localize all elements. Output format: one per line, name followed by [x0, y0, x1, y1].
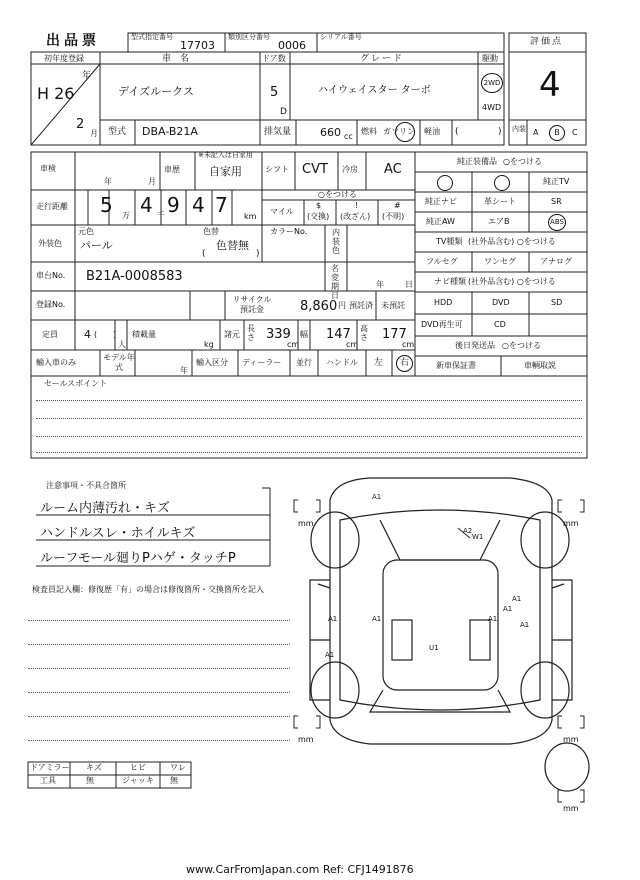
ac-label: 冷房 — [342, 165, 358, 174]
damage-mark-4: A1 — [328, 615, 338, 623]
damage-mark-9: A1 — [520, 621, 530, 629]
tv-title: TV種類 — [436, 237, 463, 246]
doors-suffix: D — [280, 107, 287, 117]
equip-aw: 純正AW — [426, 217, 455, 226]
mileage-digit-2: 4 — [140, 193, 153, 217]
width-value: 147 — [326, 327, 351, 342]
model-year-unit: 年 — [180, 366, 188, 375]
car-name-value: デイズルークス — [118, 85, 195, 98]
equip-sr: SR — [551, 197, 562, 206]
first-reg-month: 2 — [76, 117, 85, 132]
car-diagram — [310, 478, 589, 791]
height-label: 高さ — [360, 324, 368, 342]
interior-a: A — [533, 128, 539, 137]
model-value: DBA-B21A — [142, 125, 198, 138]
sales-label: セールスポイント — [44, 379, 108, 388]
grade-value: ハイウェイスター ターボ — [318, 85, 431, 96]
later-warranty: 新車保証書 — [436, 361, 476, 370]
navi-note: (社外品含む) ○をつける — [468, 277, 556, 286]
name-change-day: 日 — [405, 280, 413, 289]
equip-audio-circle — [437, 175, 453, 191]
navi-hdd: HDD — [434, 298, 453, 307]
shaken-month: 月 — [148, 177, 156, 186]
mileage-digit-5: 7 — [215, 193, 228, 217]
capacity-unit: 人 — [118, 340, 126, 349]
mileage-sen: 千 — [157, 211, 165, 220]
damage-mark-3: W1 — [472, 533, 484, 541]
fuel-label: 燃料 — [361, 127, 377, 136]
tv-one: ワンセグ — [484, 257, 516, 266]
model-label: 型式 — [108, 127, 127, 137]
equip-abs: ABS — [548, 214, 566, 231]
parallel-label: 並行 — [296, 358, 312, 367]
shaken-label: 車検 — [40, 164, 56, 173]
displacement-value: 660 — [320, 126, 341, 139]
equip-navi: 純正ナビ — [425, 197, 457, 206]
legend-scratch: キズ — [86, 763, 102, 772]
navi-sd: SD — [551, 298, 563, 307]
interior-c: C — [572, 128, 578, 137]
damage-mark-5: A1 — [372, 615, 382, 623]
doors-label: ドア数 — [262, 54, 286, 63]
model-year-label: モデル年式 — [103, 353, 135, 372]
doors-value: 5 — [270, 85, 279, 100]
length-label: 長さ — [247, 324, 255, 342]
score-value: 4 — [539, 65, 561, 105]
swap-sub: (交換) — [307, 212, 330, 221]
steering-left: 左 — [374, 358, 384, 368]
chassis-value: B21A-0008583 — [86, 269, 183, 284]
type-cert-label: 型式指定番号 — [131, 33, 173, 41]
equip-title: 純正装備品 — [457, 157, 497, 166]
mileage-digit-1: 5 — [100, 193, 113, 217]
reg-label: 登録No. — [36, 300, 66, 309]
damage-mark-8: A1 — [488, 615, 498, 623]
serial-label: シリアル番号 — [320, 33, 362, 41]
legend-tool-value: 無 — [86, 776, 94, 785]
drive-4wd: 4WD — [482, 103, 502, 112]
recycle-deposit: 預託済 — [349, 301, 373, 310]
interior-color-label: 内装色 — [332, 228, 340, 255]
later-manual: 車輌取説 — [524, 361, 556, 370]
equip-airbag: エアB — [488, 217, 510, 226]
form-title: 出品票 — [46, 33, 100, 49]
year-unit: 年 — [82, 71, 92, 81]
tamper-label: ! — [355, 201, 359, 210]
fuel-circle-mark — [395, 122, 415, 142]
mm-rear-right: mm — [563, 735, 579, 744]
first-reg-label: 初年度登録 — [44, 54, 84, 63]
equip-leather: 革シート — [484, 197, 516, 206]
score-label: 評価点 — [530, 37, 564, 47]
footer-watermark: www.CarFromJapan.com Ref: CFJ1491876 — [186, 863, 414, 876]
dealer-label: ディーラー — [242, 358, 282, 367]
ac-value: AC — [384, 162, 402, 177]
interior-label: 内装 — [512, 125, 526, 133]
swap-label: $ — [316, 201, 322, 210]
steering-label: ハンドル — [326, 358, 358, 367]
notes-label: 注意事項・不具合箇所 — [46, 481, 126, 490]
car-name-label: 車 名 — [162, 54, 190, 64]
drive-label: 駆動 — [482, 54, 498, 63]
mileage-man: 万 — [122, 211, 130, 220]
note-line-2: ハンドルスレ・ホイルキズ — [40, 526, 196, 541]
recycle-unit: 円 — [338, 301, 346, 310]
mileage-digit-4: 4 — [192, 193, 205, 217]
color-change-value: 色替無 — [216, 239, 249, 252]
height-value: 177 — [382, 327, 407, 342]
fuel-gasoline: ガソリン — [383, 127, 415, 136]
shift-label: シフト — [265, 165, 289, 174]
mileage-unit: km — [244, 212, 257, 221]
damage-mark-7: A1 — [503, 605, 513, 613]
name-change-year: 年 — [376, 280, 384, 289]
grade-label: グレード — [360, 54, 405, 64]
import-label: 輸入車のみ — [36, 358, 76, 367]
equip-tv: 純正TV — [543, 177, 570, 186]
name-change-label: 名変期日 — [331, 264, 339, 300]
navi-dvd-play: DVD再生可 — [421, 320, 463, 329]
category-value: 0006 — [278, 39, 306, 52]
damage-mark-2: A2 — [463, 527, 473, 535]
inspector-label: 検査員記入欄：修復歴「有」の場合は修復箇所・交換箇所を記入 — [32, 585, 264, 594]
shift-value: CVT — [302, 162, 328, 177]
recycle-none: 未預託 — [381, 301, 405, 310]
tamper-sub: (改ざん) — [340, 212, 371, 221]
dims-label: 諸元 — [224, 330, 240, 339]
legend-break: ワレ — [170, 763, 186, 772]
legend-mirror: ドアミラー — [30, 763, 70, 772]
mileage-digit-3: 9 — [167, 193, 180, 217]
first-reg-era: H 26 — [37, 84, 75, 103]
interior-b: B — [549, 125, 565, 141]
fuel-diesel: 軽油 — [424, 127, 440, 136]
mm-front-right: mm — [563, 519, 579, 528]
mm-spare: mm — [563, 804, 579, 813]
shaken-year: 年 — [104, 177, 112, 186]
mile-label: マイル — [270, 207, 294, 216]
mm-rear-left: mm — [298, 735, 314, 744]
chassis-label: 車台No. — [36, 271, 66, 280]
equip-note: ○をつける — [503, 157, 542, 166]
unknown-label: # — [394, 201, 401, 210]
length-value: 339 — [266, 327, 291, 342]
capacity-value: 4 — [84, 328, 91, 341]
orig-color-value: パール — [80, 239, 113, 252]
tv-analog: アナログ — [540, 257, 572, 266]
capacity-label: 定員 — [42, 330, 58, 339]
color-no-label: カラーNo. — [270, 227, 308, 236]
navi-dvd: DVD — [492, 298, 510, 307]
damage-mark-1: A1 — [372, 493, 382, 501]
unknown-sub: (不明) — [382, 212, 405, 221]
load-label: 積載量 — [132, 330, 156, 339]
navi-title: ナビ種類 — [434, 277, 466, 286]
mm-front-left: mm — [298, 519, 314, 528]
orig-color-label: 元色 — [78, 227, 94, 236]
color-change-label: 色替 — [203, 227, 219, 236]
displacement-unit: cc — [344, 132, 353, 141]
later-note: ○をつける — [502, 341, 541, 350]
month-unit: 月 — [90, 129, 98, 138]
damage-mark-10: A1 — [325, 651, 335, 659]
tv-note: (社外品含む) ○をつける — [468, 237, 556, 246]
later-title: 後日発送品 — [455, 341, 495, 350]
navi-cd: CD — [494, 320, 506, 329]
history-note: ※未記入は自家用 — [198, 151, 253, 159]
note-line-1: ルーム内薄汚れ・キズ — [40, 501, 170, 516]
color-label: 外装色 — [38, 239, 62, 248]
legend-tool: 工具 — [40, 776, 56, 785]
drive-2wd: 2WD — [481, 73, 503, 93]
equip-pw-circle — [494, 175, 510, 191]
category-label: 類別区分番号 — [228, 33, 270, 41]
legend-jack: ジャッキ — [122, 776, 154, 785]
width-label: 幅 — [300, 330, 308, 339]
legend-jack-value: 無 — [170, 776, 178, 785]
recycle-label: リサイクル預託金 — [232, 295, 272, 314]
displacement-label: 排気量 — [264, 127, 292, 137]
mileage-circle-note: ○をつける — [318, 190, 357, 199]
type-cert-value: 17703 — [180, 39, 215, 52]
mileage-label: 走行距離 — [36, 202, 68, 211]
import-type-label: 輸入区分 — [196, 358, 228, 367]
steering-right: 右 — [396, 355, 413, 372]
recycle-value: 8,860 — [300, 299, 338, 314]
load-unit: kg — [204, 340, 214, 349]
dims-unit: cm — [287, 340, 300, 349]
history-value: 自家用 — [209, 165, 242, 178]
legend-crack: ヒビ — [130, 763, 146, 772]
tv-full: フルセグ — [426, 257, 458, 266]
note-line-3: ルーフモール廻りPハゲ・タッチP — [40, 551, 236, 566]
damage-mark-6: A1 — [512, 595, 522, 603]
history-label: 車歴 — [164, 165, 180, 174]
damage-mark-11: U1 — [429, 644, 439, 652]
